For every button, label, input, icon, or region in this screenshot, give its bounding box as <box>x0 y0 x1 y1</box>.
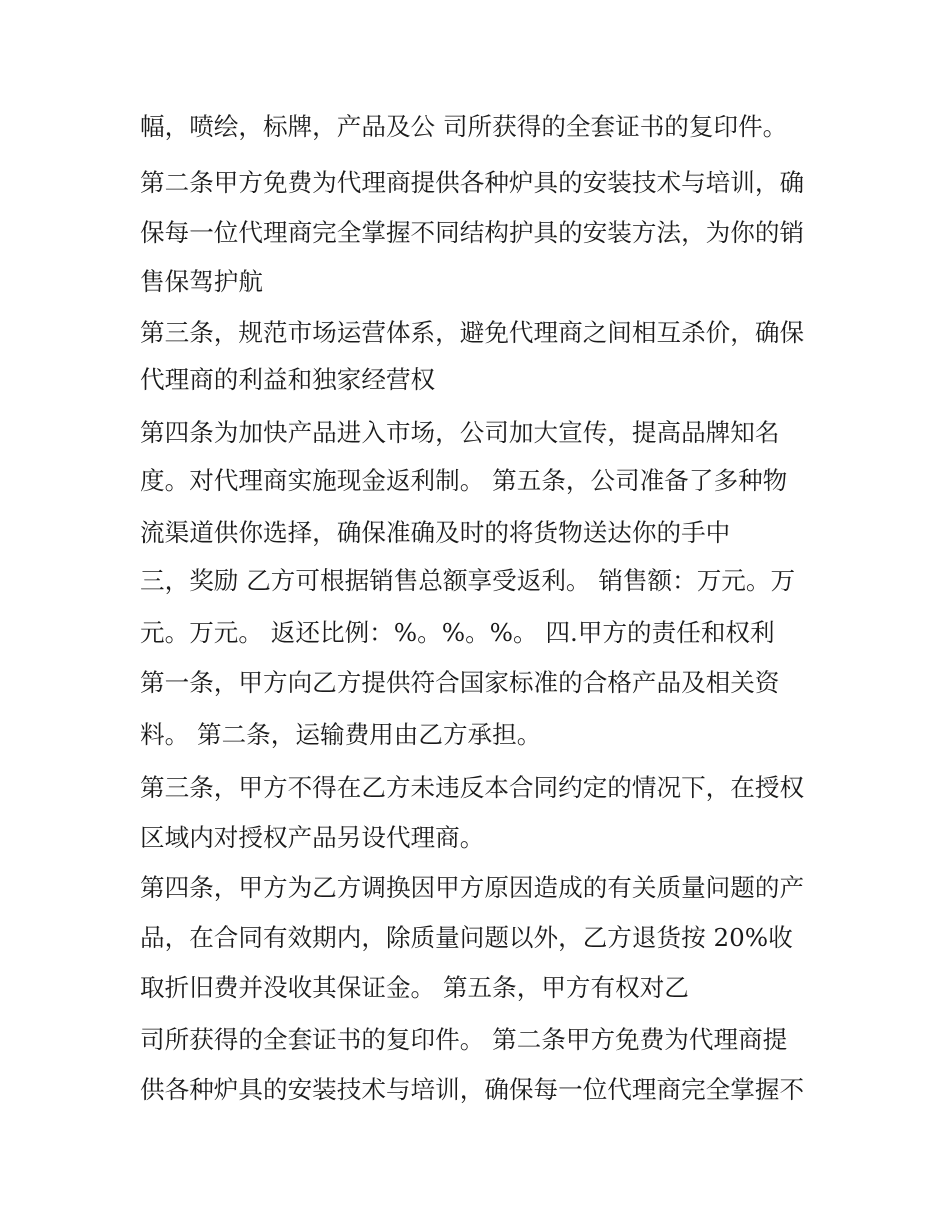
text-line: 第一条，甲方向乙方提供符合国家标准的合格产品及相关资 <box>140 668 780 697</box>
text-line: 流渠道供你选择，确保准确及时的将货物送达你的手中 <box>140 518 731 547</box>
text-line: 三，奖励 乙方可根据销售总额享受返利。 销售额：万元。万 <box>140 566 796 595</box>
text-line: 区域内对授权产品另设代理商。 <box>140 823 485 852</box>
text-line: 元。万元。 返还比例：%。%。%。 四.甲方的责任和权利 <box>140 618 775 647</box>
text-line: 第四条，甲方为乙方调换因甲方原因造成的有关质量问题的产 <box>140 873 805 902</box>
text-line: 售保驾护航 <box>140 267 263 296</box>
text-line: 第二条甲方免费为代理商提供各种炉具的安装技术与培训，确 <box>140 168 805 197</box>
text-line: 供各种炉具的安装技术与培训，确保每一位代理商完全掌握不 <box>140 1075 805 1104</box>
text-line: 度。对代理商实施现金返利制。 第五条，公司准备了多种物 <box>140 466 788 495</box>
text-line: 取折旧费并没收其保证金。 第五条，甲方有权对乙 <box>140 973 689 1002</box>
text-line: 品，在合同有效期内，除质量问题以外，乙方退货按 20%收 <box>140 923 793 952</box>
text-line: 代理商的利益和独家经营权 <box>140 365 436 394</box>
text-line: 司所获得的全套证书的复印件。 第二条甲方免费为代理商提 <box>140 1025 788 1054</box>
text-line: 第三条，甲方不得在乙方未违反本合同约定的情况下，在授权 <box>140 773 805 802</box>
text-line: 第三条，规范市场运营体系，避免代理商之间相互杀价，确保 <box>140 318 805 347</box>
text-line: 保每一位代理商完全掌握不同结构护具的安装方法，为你的销 <box>140 218 805 247</box>
text-line: 幅，喷绘，标牌，产品及公 司所获得的全套证书的复印件。 <box>140 112 788 141</box>
text-line: 第四条为加快产品进入市场，公司加大宣传，提高品牌知名 <box>140 418 780 447</box>
text-line: 料。 第二条，运输费用由乙方承担。 <box>140 720 542 749</box>
